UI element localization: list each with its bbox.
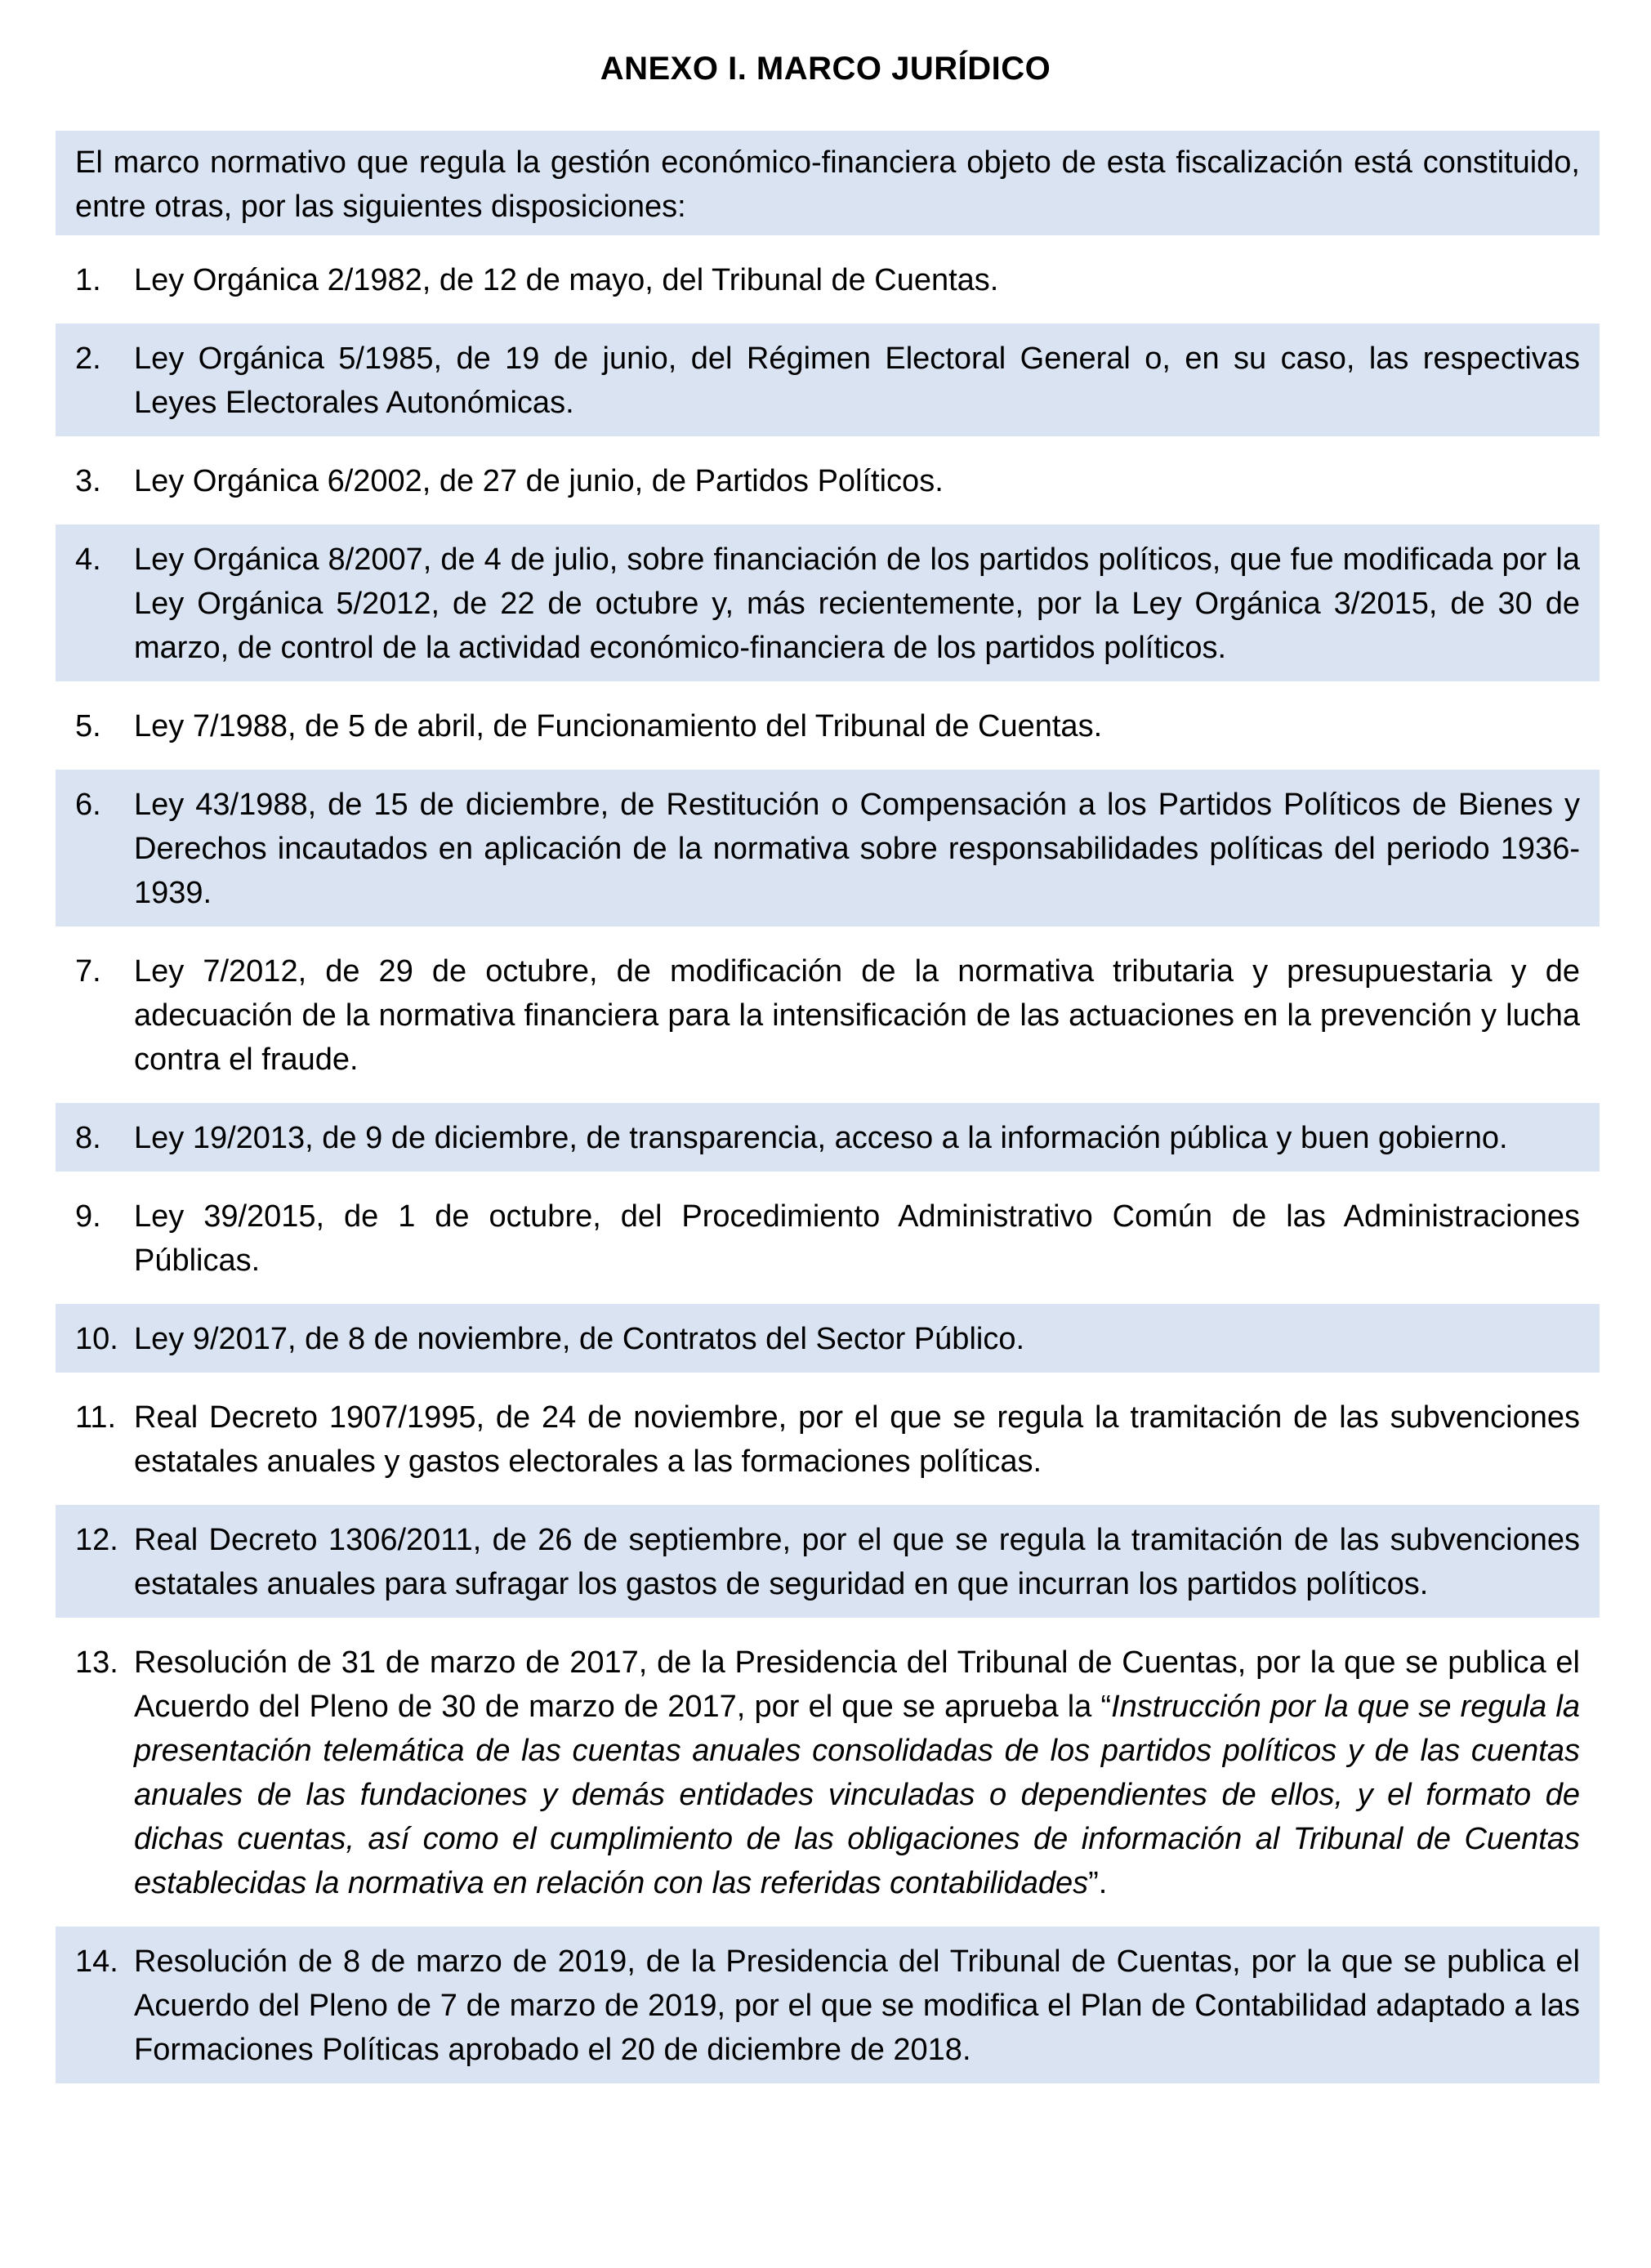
item-text-plain: Resolución de 31 de marzo de 2017, de la Presidencia del Tribunal de Cuentas, por la que se publica el Acuerdo del Pleno de 30 de marzo de 2017, por el que se aprueba la “ bbox=[134, 1645, 1580, 1724]
item-text: Resolución de 8 de marzo de 2019, de la Presidencia del Tribunal de Cuentas, por la que se publica el Acuerdo del Pleno de 7 de marzo de 2019, por el que se modifica el Plan de Contabilidad adaptado a las Formaciones Políticas aprobado el 20 de diciembre de 2018. bbox=[134, 1944, 1580, 2067]
intro-row bbox=[56, 131, 1600, 235]
list-item-12 bbox=[56, 1505, 1600, 1618]
list-item-4 bbox=[56, 525, 1600, 681]
item-number: 14. bbox=[75, 1944, 118, 1979]
item-number: 1. bbox=[75, 263, 101, 297]
item-number: 9. bbox=[75, 1199, 101, 1234]
item-number: 5. bbox=[75, 709, 101, 743]
item-text: Ley 43/1988, de 15 de diciembre, de Restitución o Compensación a los Partidos Políticos de Bienes y Derechos incautados en aplicación de la normativa sobre responsabilidades políticas del periodo 1936-1939. bbox=[134, 788, 1580, 910]
item-text: Ley 7/1988, de 5 de abril, de Funcionamiento del Tribunal de Cuentas. bbox=[134, 709, 1103, 743]
list-item-14 bbox=[56, 1926, 1600, 2083]
item-text-closing: ”. bbox=[1088, 1866, 1108, 1900]
item-number: 13. bbox=[75, 1645, 118, 1680]
page-title: ANEXO I. MARCO JURÍDICO bbox=[600, 51, 1051, 87]
legal-framework-table bbox=[56, 131, 1600, 2093]
item-text: Ley 19/2013, de 9 de diciembre, de transparencia, acceso a la información pública y buen gobierno. bbox=[134, 1121, 1508, 1155]
item-number: 12. bbox=[75, 1523, 118, 1557]
item-number: 8. bbox=[75, 1121, 101, 1155]
item-text-italic: Instrucción por la que se regula la presentación telemática de las cuentas anuales consolidadas de los partidos políticos y de las cuentas anuales de las fundaciones y demás entidades vinculadas o dependientes de ellos, y el formato de dichas cuentas, así como el cumplimiento de las obligaciones de información al Tribunal de Cuentas establecidas la normativa en relación con las referidas contabilidades bbox=[134, 1690, 1580, 1900]
item-text: Real Decreto 1907/1995, de 24 de noviembre, por el que se regula la tramitación de las subvenciones estatales anuales y gastos electorales a las formaciones políticas. bbox=[134, 1400, 1580, 1479]
item-text bbox=[134, 1641, 1580, 1905]
list-item-5 bbox=[56, 691, 1600, 760]
list-item-6 bbox=[56, 770, 1600, 926]
item-number: 10. bbox=[75, 1322, 118, 1356]
item-text: Ley Orgánica 6/2002, de 27 de junio, de Partidos Políticos. bbox=[134, 464, 944, 498]
item-text: Ley Orgánica 8/2007, de 4 de julio, sobre financiación de los partidos políticos, que fue modificada por la Ley Orgánica 5/2012, de 22 de octubre y, más recientemente, por la Ley Orgánica 3/2015, de 30 de marzo, de control de la actividad económico-financiera de los partidos políticos. bbox=[134, 542, 1580, 665]
list-item-1 bbox=[56, 245, 1600, 314]
item-number: 4. bbox=[75, 542, 101, 577]
list-item-2 bbox=[56, 324, 1600, 436]
list-item-7 bbox=[56, 936, 1600, 1093]
item-number: 7. bbox=[75, 954, 101, 989]
item-number: 6. bbox=[75, 788, 101, 822]
list-item-10 bbox=[56, 1304, 1600, 1373]
item-text: Ley Orgánica 5/1985, de 19 de junio, del Régimen Electoral General o, en su caso, las respectivas Leyes Electorales Autonómicas. bbox=[134, 342, 1580, 420]
item-number: 2. bbox=[75, 342, 101, 376]
list-item-11 bbox=[56, 1382, 1600, 1495]
list-item-3 bbox=[56, 446, 1600, 515]
item-text: Ley 9/2017, de 8 de noviembre, de Contratos del Sector Público. bbox=[134, 1322, 1025, 1356]
list-item-8 bbox=[56, 1103, 1600, 1172]
intro-text: El marco normativo que regula la gestión económico-financiera objeto de esta fiscalización está constituido, entre otras, por las siguientes disposiciones: bbox=[75, 145, 1580, 224]
item-number: 11. bbox=[75, 1400, 117, 1435]
item-number: 3. bbox=[75, 464, 101, 498]
item-text: Ley Orgánica 2/1982, de 12 de mayo, del Tribunal de Cuentas. bbox=[134, 263, 999, 297]
item-text: Real Decreto 1306/2011, de 26 de septiembre, por el que se regula la tramitación de las subvenciones estatales anuales para sufragar los gastos de seguridad en que incurran los partidos políticos. bbox=[134, 1523, 1580, 1601]
list-item-13 bbox=[56, 1627, 1600, 1917]
list-item-9 bbox=[56, 1181, 1600, 1294]
item-text: Ley 7/2012, de 29 de octubre, de modificación de la normativa tributaria y presupuestaria y de adecuación de la normativa financiera para la intensificación de las actuaciones en la prevención y lucha contra el fraude. bbox=[134, 954, 1580, 1077]
item-text: Ley 39/2015, de 1 de octubre, del Procedimiento Administrativo Común de las Administraciones Públicas. bbox=[134, 1199, 1580, 1278]
